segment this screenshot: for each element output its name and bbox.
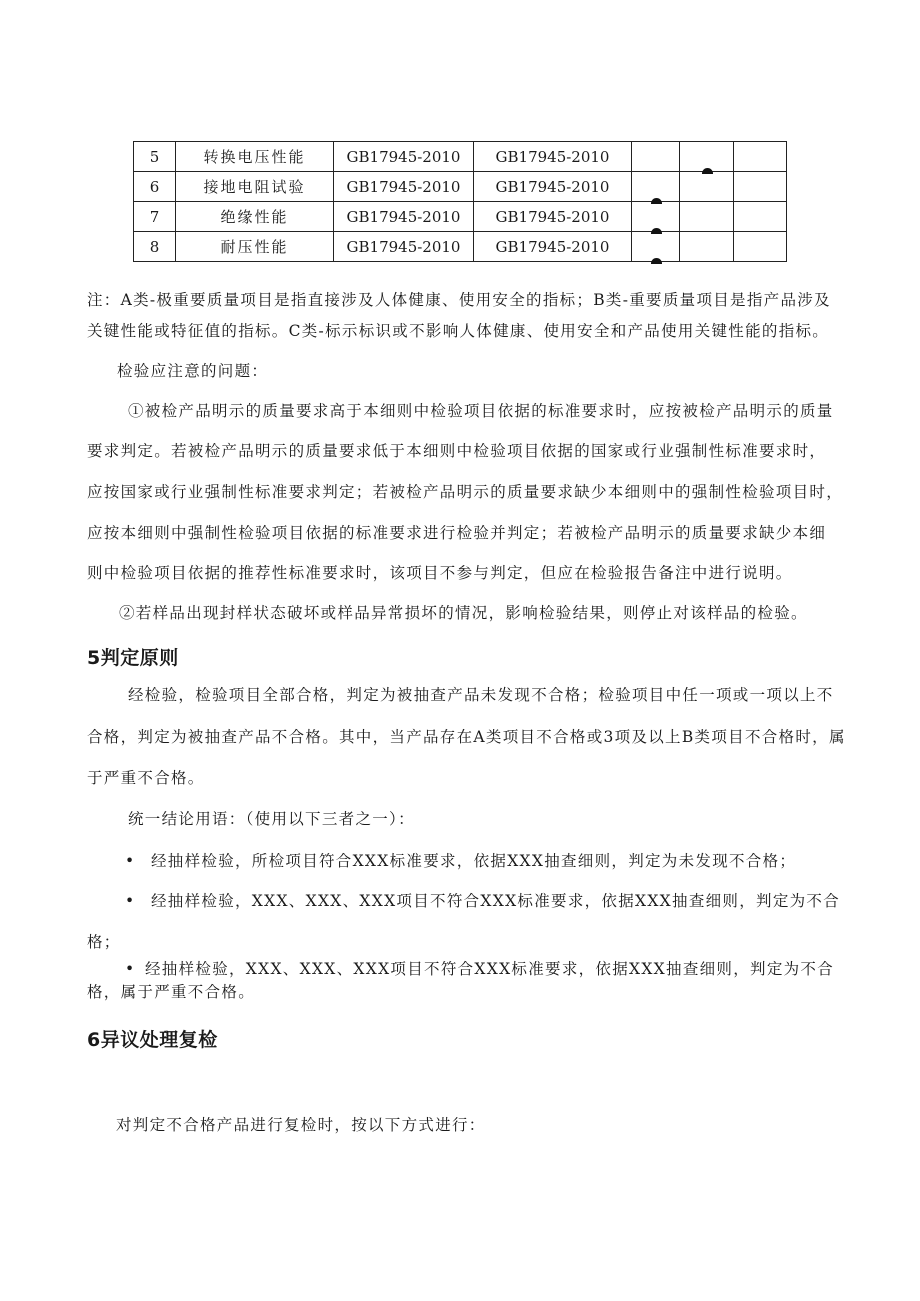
bullet-dot: • bbox=[125, 960, 136, 978]
category-cell bbox=[680, 232, 734, 262]
category-cell bbox=[632, 172, 680, 202]
method-cell: GB17945-2010 bbox=[334, 232, 474, 262]
note-line-1: 注：A类-极重要质量项目是指直接涉及人体健康、使用安全的指标；B类-重要质量项目是指产品涉及 bbox=[87, 291, 831, 309]
basis-cell: GB17945-2010 bbox=[474, 202, 632, 232]
conclusion-title: 统一结论用语：（使用以下三者之一）： bbox=[128, 810, 415, 828]
section-5-line-3: 于严重不合格。 bbox=[87, 769, 205, 787]
basis-cell: GB17945-2010 bbox=[474, 142, 632, 172]
category-cell bbox=[734, 172, 787, 202]
issue-1-line-2: 要求判定。若被检产品明示的质量要求低于本细则中检验项目依据的国家或行业强制性标准要求时， bbox=[87, 442, 827, 460]
section-5-line-1: 经检验，检验项目全部合格，判定为被抽查产品未发现不合格；检验项目中任一项或一项以上不 bbox=[128, 686, 834, 704]
method-cell: GB17945-2010 bbox=[334, 142, 474, 172]
no-cell: 8 bbox=[134, 232, 176, 262]
method-cell: GB17945-2010 bbox=[334, 172, 474, 202]
issues-title: 检验应注意的问题： bbox=[117, 362, 269, 380]
category-cell bbox=[680, 202, 734, 232]
issue-1-line-5: 则中检验项目依据的推荐性标准要求时，该项目不参与判定，但应在检验报告备注中进行说明。 bbox=[87, 564, 793, 582]
bullet-dot: • bbox=[125, 892, 136, 910]
method-cell: GB17945-2010 bbox=[334, 202, 474, 232]
item-cell: 耐压性能 bbox=[176, 232, 334, 262]
issue-1-line-3: 应按国家或行业强制性标准要求判定；若被检产品明示的质量要求缺少本细则中的强制性检验项目时， bbox=[87, 483, 844, 501]
issue-1-line-1: ①被检产品明示的质量要求高于本细则中检验项目依据的标准要求时，应按被检产品明示的质量 bbox=[128, 402, 834, 420]
category-cell bbox=[632, 232, 680, 262]
no-cell: 6 bbox=[134, 172, 176, 202]
table-body bbox=[134, 142, 787, 262]
category-cell bbox=[734, 232, 787, 262]
conclusion-option-3-text: 经抽样检验，XXX、XXX、XXX项目不符合XXX标准要求，依据XXX抽查细则，判定为不合 bbox=[145, 960, 835, 978]
category-cell bbox=[734, 142, 787, 172]
basis-cell: GB17945-2010 bbox=[474, 172, 632, 202]
table-row bbox=[134, 202, 787, 232]
category-cell bbox=[680, 142, 734, 172]
section-6-heading: 6异议处理复检 bbox=[87, 1029, 218, 1051]
category-cell bbox=[680, 172, 734, 202]
category-mark-icon bbox=[651, 258, 662, 264]
conclusion-option-3-cont: 格，属于严重不合格。 bbox=[87, 983, 256, 1001]
table-row bbox=[134, 232, 787, 262]
section-5-heading: 5判定原则 bbox=[87, 647, 179, 669]
category-cell bbox=[632, 202, 680, 232]
bullet-dot: • bbox=[125, 852, 136, 870]
table-row bbox=[134, 142, 787, 172]
category-cell bbox=[632, 142, 680, 172]
no-cell: 7 bbox=[134, 202, 176, 232]
item-cell: 绝缘性能 bbox=[176, 202, 334, 232]
inspection-items-table bbox=[133, 141, 787, 262]
item-cell: 接地电阻试验 bbox=[176, 172, 334, 202]
note-line-2: 关键性能或特征值的指标。C类-标示标识或不影响人体健康、使用安全和产品使用关键性能的指标。 bbox=[87, 322, 830, 340]
issue-2: ②若样品出现封样状态破坏或样品异常损坏的情况，影响检验结果，则停止对该样品的检验。 bbox=[119, 604, 808, 622]
conclusion-option-2-text: 经抽样检验，XXX、XXX、XXX项目不符合XXX标准要求，依据XXX抽查细则，判定为不合 bbox=[151, 892, 841, 910]
issue-1-line-4: 应按本细则中强制性检验项目依据的标准要求进行检验并判定；若被检产品明示的质量要求缺少本细 bbox=[87, 524, 827, 542]
table-row bbox=[134, 172, 787, 202]
conclusion-option-2-cont: 格； bbox=[87, 933, 121, 951]
section-6-body: 对判定不合格产品进行复检时，按以下方式进行： bbox=[116, 1116, 486, 1134]
item-cell: 转换电压性能 bbox=[176, 142, 334, 172]
category-cell bbox=[734, 202, 787, 232]
conclusion-option-1-text: 经抽样检验，所检项目符合XXX标准要求，依据XXX抽查细则，判定为未发现不合格； bbox=[151, 852, 797, 870]
section-5-line-2: 合格，判定为被抽查产品不合格。其中，当产品存在A类项目不合格或3项及以上B类项目不合格时，属 bbox=[87, 728, 846, 746]
basis-cell: GB17945-2010 bbox=[474, 232, 632, 262]
conclusion-option-2 bbox=[125, 886, 840, 916]
conclusion-option-1 bbox=[125, 846, 796, 876]
no-cell: 5 bbox=[134, 142, 176, 172]
